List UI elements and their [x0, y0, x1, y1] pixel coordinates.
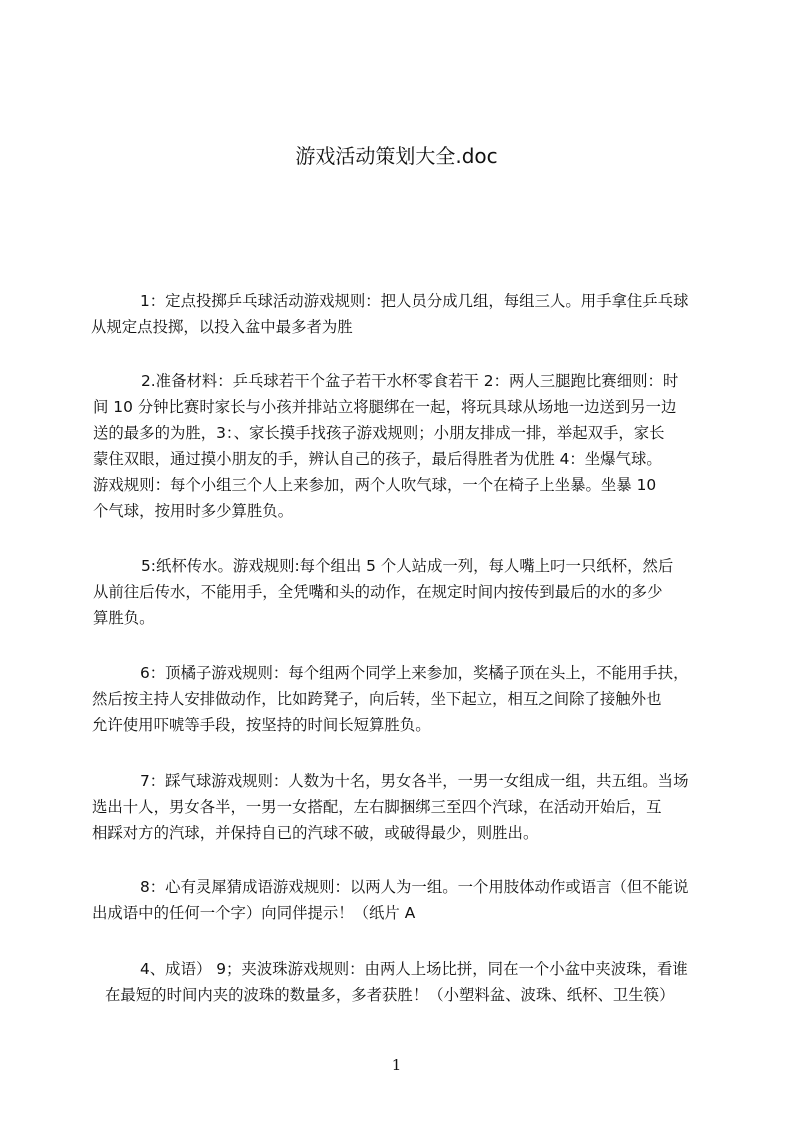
text-line: 蒙住双眼，通过摸小朋友的手，辨认自己的孩子，最后得胜者为优胜 4：坐爆气球。	[93, 450, 662, 468]
text-line: 选出十人，男女各半，一男一女搭配，左右脚捆绑三至四个汽球，在活动开始后，互	[92, 798, 662, 816]
text-line: 1：定点投掷乒乓球活动游戏规则：把人员分成几组，每组三人。用手拿住乒乓球	[140, 292, 689, 310]
text-line: 在最短的时间内夹的波珠的数量多，多者获胜！（小塑料盆、波珠、纸杯、卫生筷）	[105, 986, 675, 1004]
text-line: 5:纸杯传水。游戏规则:每个组出 5 个人站成一列，每人嘴上叼一只纸杯，然后	[141, 557, 674, 575]
text-line: 然后按主持人安排做动作，比如跨凳子，向后转，坐下起立，相互之间除了接触外也	[92, 690, 662, 708]
text-line: 算胜负。	[93, 609, 155, 627]
document-title: 游戏活动策划大全.doc	[295, 144, 498, 168]
text-line: 允许使用吓唬等手段，按坚持的时间长短算胜负。	[92, 716, 431, 734]
text-line: 从前往后传水，不能用手，全凭嘴和头的动作，在规定时间内按传到最后的水的多少	[93, 583, 663, 601]
text-line: 送的最多的为胜，3：、家长摸手找孩子游戏规则；小朋友排成一排，举起双手，家长	[93, 424, 665, 442]
text-line: 游戏规则：每个小组三个人上来参加，两个人吹气球，一个在椅子上坐暴。坐暴 10	[93, 476, 657, 494]
text-line: 出成语中的任何一个字）向同伴提示！（纸片 A	[92, 904, 416, 922]
text-line: 6：顶橘子游戏规则：每个组两个同学上来参加，奖橘子顶在头上，不能用手扶，	[140, 664, 689, 682]
text-line: 相踩对方的汽球，并保持自已的汽球不破，或破得最少，则胜出。	[92, 824, 539, 842]
text-line: 7：踩气球游戏规则：人数为十名，男女各半，一男一女组成一组，共五组。当场	[140, 772, 689, 790]
text-line: 8：心有灵犀猜成语游戏规则：以两人为一组。一个用肢体动作或语言（但不能说	[140, 878, 689, 896]
text-line: 2.准备材料：乒乓球若干个盆子若干水杯零食若干 2：两人三腿跑比赛细则：时	[141, 372, 679, 390]
text-line: 4、成语） 9；夹波珠游戏规则：由两人上场比拼，同在一个小盆中夹波珠，看谁	[140, 960, 688, 978]
text-line: 个气球，按用时多少算胜负。	[93, 502, 294, 520]
page-number: 1	[391, 1056, 402, 1074]
text-line: 从规定点投掷，以投入盆中最多者为胜	[91, 318, 353, 336]
text-line: 间 10 分钟比赛时家长与小孩并排站立将腿绑在一起，将玩具球从场地一边送到另一边	[93, 398, 677, 416]
